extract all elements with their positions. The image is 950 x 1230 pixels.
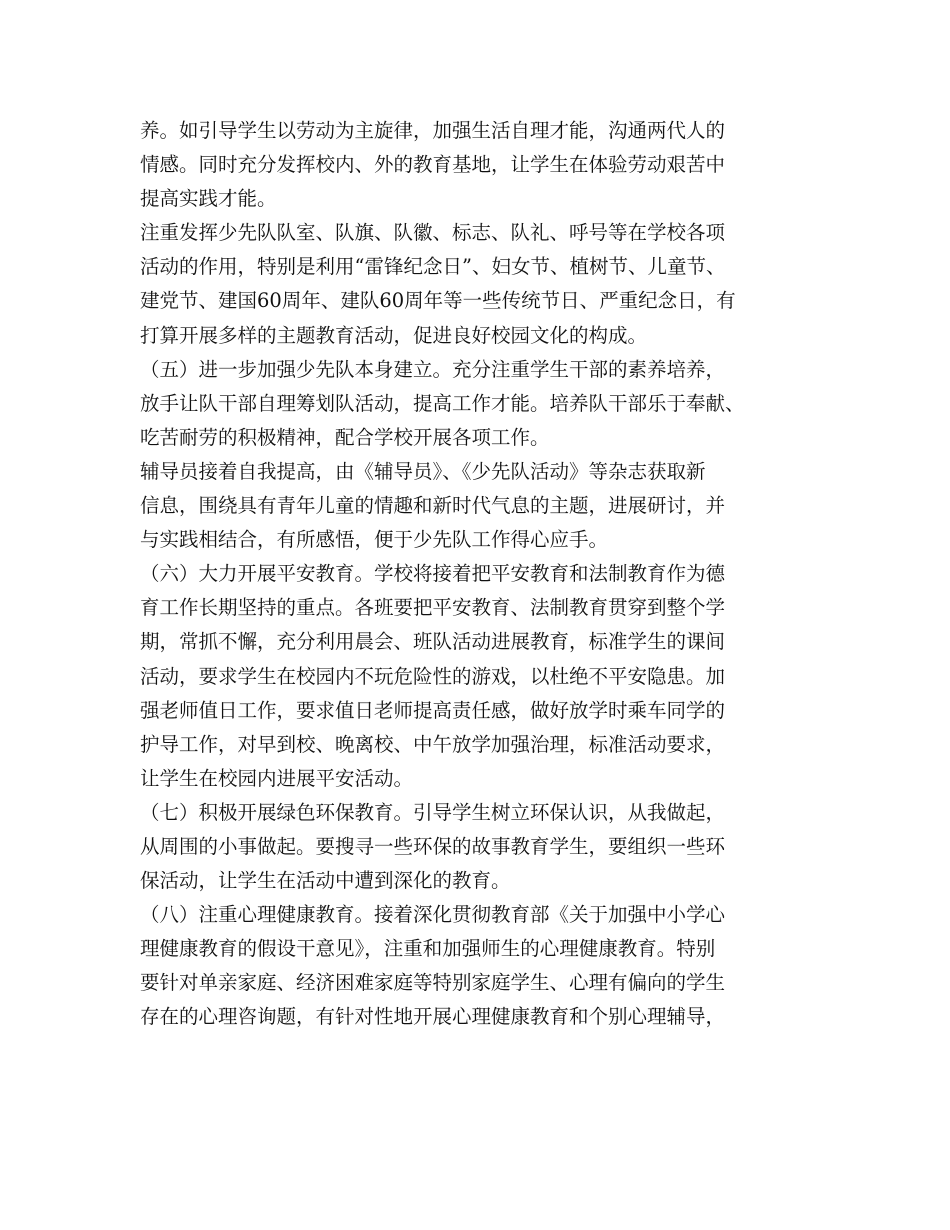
text-line: 情感。同时充分发挥校内、外的教育基地，让学生在体验劳动艰苦中 xyxy=(140,153,726,177)
text-line: 放手让队干部自理筹划队活动，提高工作才能。培养队干部乐于奉献、 xyxy=(140,391,745,415)
text-line: 与实践相结合，有所感悟，便于少先队工作得心应手。 xyxy=(140,528,609,552)
text-line: 活动，要求学生在校园内不玩危险性的游戏，以杜绝不平安隐患。加 xyxy=(140,664,726,688)
text-line: （五）进一步加强少先队本身建立。充分注重学生干部的素养培养， xyxy=(140,357,726,381)
text-line: 要针对单亲家庭、经济困难家庭等特别家庭学生、心理有偏向的学生 xyxy=(140,971,726,995)
text-line: 建党节、建国60周年、建队60周年等一些传统节日、严重纪念日，有 xyxy=(140,289,736,313)
document-body xyxy=(140,114,840,1035)
text-line: 育工作长期坚持的重点。各班要把平安教育、法制教育贯穿到整个学 xyxy=(140,596,726,620)
text-line: 活动的作用，特别是利用“雷锋纪念日”、妇女节、植树节、儿童节、 xyxy=(140,255,726,279)
text-line: 注重发挥少先队队室、队旗、队徽、标志、队礼、呼号等在学校各项 xyxy=(140,221,726,245)
text-line: 期，常抓不懈，充分利用晨会、班队活动进展教育，标准学生的课间 xyxy=(140,630,726,654)
text-line: 提高实践才能。 xyxy=(140,187,277,211)
text-line: （六）大力开展平安教育。学校将接着把平安教育和法制教育作为德 xyxy=(140,562,726,586)
text-line: 信息，围绕具有青年儿童的情趣和新时代气息的主题，进展研讨，并 xyxy=(140,494,726,518)
text-line: 理健康教育的假设干意见》，注重和加强师生的心理健康教育。特别 xyxy=(140,937,716,961)
text-line: 从周围的小事做起。要搜寻一些环保的故事教育学生，要组织一些环 xyxy=(140,834,726,858)
text-line: （八）注重心理健康教育。接着深化贯彻教育部《关于加强中小学心 xyxy=(140,903,726,927)
text-line: 养。如引导学生以劳动为主旋律，加强生活自理才能，沟通两代人的 xyxy=(140,119,726,142)
text-line: 存在的心理咨询题，有针对性地开展心理健康教育和个别心理辅导， xyxy=(140,1005,726,1029)
text-line: 护导工作，对早到校、晚离校、中午放学加强治理，标准活动要求， xyxy=(140,732,726,756)
text-line: 让学生在校园内进展平安活动。 xyxy=(140,766,414,790)
text-line: 打算开展多样的主题教育活动，促进良好校园文化的构成。 xyxy=(140,323,648,347)
text-line: 辅导员接着自我提高，由《辅导员》、《少先队活动》等杂志获取新 xyxy=(140,459,706,483)
text-line: 保活动，让学生在活动中遭到深化的教育。 xyxy=(140,869,511,893)
text-line: （七）积极开展绿色环保教育。引导学生树立环保认识，从我做起， xyxy=(140,800,726,824)
text-line: 强老师值日工作，要求值日老师提高责任感，做好放学时乘车同学的 xyxy=(140,698,726,722)
text-line: 吃苦耐劳的积极精神，配合学校开展各项工作。 xyxy=(140,425,550,449)
